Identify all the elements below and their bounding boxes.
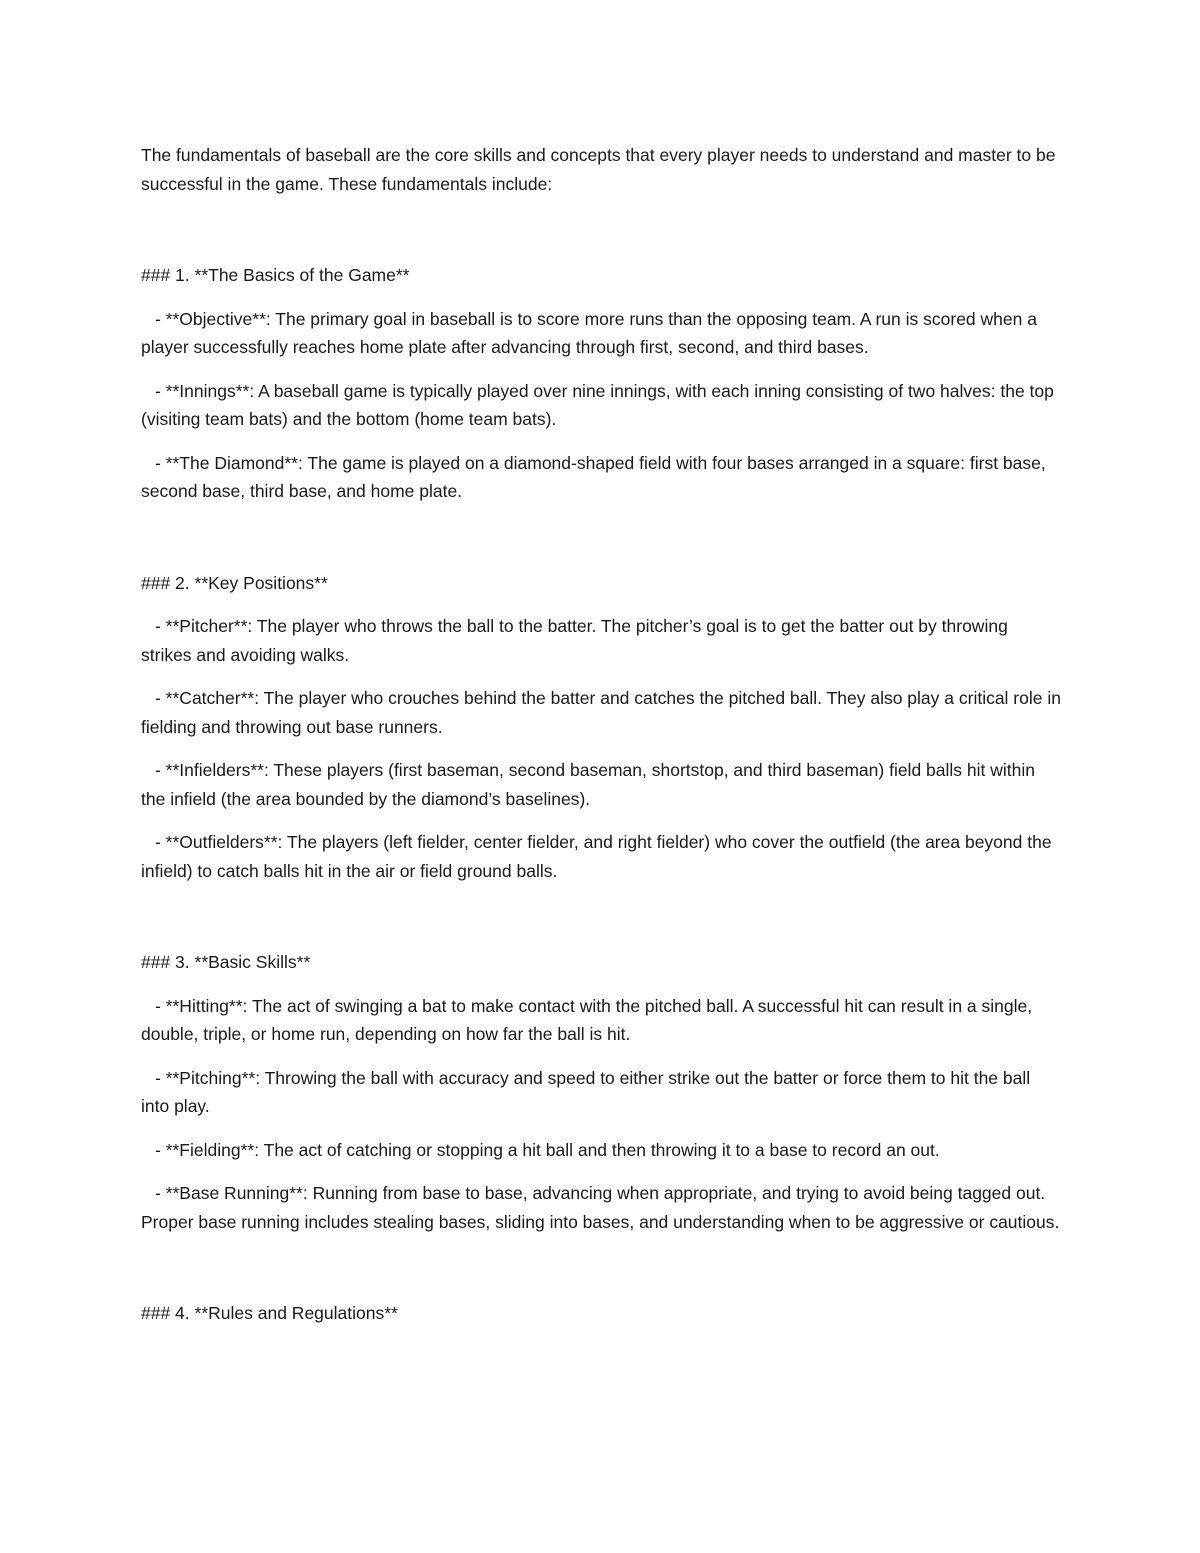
- list-item-hitting: - **Hitting**: The act of swinging a bat to make contact with the pitched ball. A successful hit can result in a single, double, triple, or home run, depending on how far the ball is hit.: [141, 995, 1033, 1044]
- spacer: [141, 198, 1061, 261]
- section-heading: ### 2. **Key Positions**: [141, 572, 328, 593]
- list-item-objective: - **Objective**: The primary goal in baseball is to score more runs than the opposing team. A run is scored when a player successfully reaches home plate after advancing through first, second, and third bases.: [141, 308, 1037, 357]
- list-item-innings: - **Innings**: A baseball game is typically played over nine innings, with each inning consisting of two halves: the top (visiting team bats) and the bottom (home team bats).: [141, 380, 1054, 429]
- section-heading: ### 1. **The Basics of the Game**: [141, 265, 410, 285]
- list-item-outfielders: - **Outfielders**: The players (left fielder, center fielder, and right fielder) who cover the outfield (the area beyond the infield) to catch balls hit in the air or field ground balls.: [141, 832, 1052, 881]
- section-heading: ### 3. **Basic Skills**: [141, 952, 311, 972]
- list-item-catcher: - **Catcher**: The player who crouches behind the batter and catches the pitched ball. They also play a critical role in fielding and throwing out base runners.: [141, 688, 1061, 737]
- list-item-fielding: - **Fielding**: The act of catching or stopping a hit ball and then throwing it to a base to record an out.: [155, 1139, 940, 1160]
- section-heading: ### 4. **Rules and Regulations**: [141, 1303, 398, 1323]
- intro-paragraph: The fundamentals of baseball are the core skills and concepts that every player needs to understand and master to be successful in the game. These fundamentals include:: [141, 145, 1056, 194]
- document-body: [141, 141, 1061, 1328]
- section-basics: [141, 261, 1061, 506]
- section-key-positions: [141, 569, 1061, 886]
- list-item-pitching: - **Pitching**: Throwing the ball with accuracy and speed to either strike out the batter or force them to hit the ball into play.: [141, 1067, 1031, 1116]
- list-item-base-running: - **Base Running**: Running from base to base, advancing when appropriate, and trying to avoid being tagged out. Proper base running includes stealing bases, sliding into bases, and understanding when to be aggressive or cautious.: [141, 1183, 1060, 1232]
- section-basic-skills: [141, 948, 1061, 1236]
- spacer: [141, 885, 1061, 948]
- list-item-infielders: - **Infielders**: These players (first baseman, second baseman, shortstop, and third baseman) field balls hit within the infield (the area bounded by the diamond’s baselines).: [141, 760, 1035, 809]
- list-item-pitcher: - **Pitcher**: The player who throws the ball to the batter. The pitcher’s goal is to get the batter out by throwing strikes and avoiding walks.: [141, 616, 1008, 665]
- spacer: [141, 506, 1061, 569]
- spacer: [141, 1236, 1061, 1299]
- section-rules: [141, 1299, 1061, 1328]
- list-item-diamond: - **The Diamond**: The game is played on a diamond-shaped field with four bases arranged in a square: first base, second base, third base, and home plate.: [141, 452, 1046, 501]
